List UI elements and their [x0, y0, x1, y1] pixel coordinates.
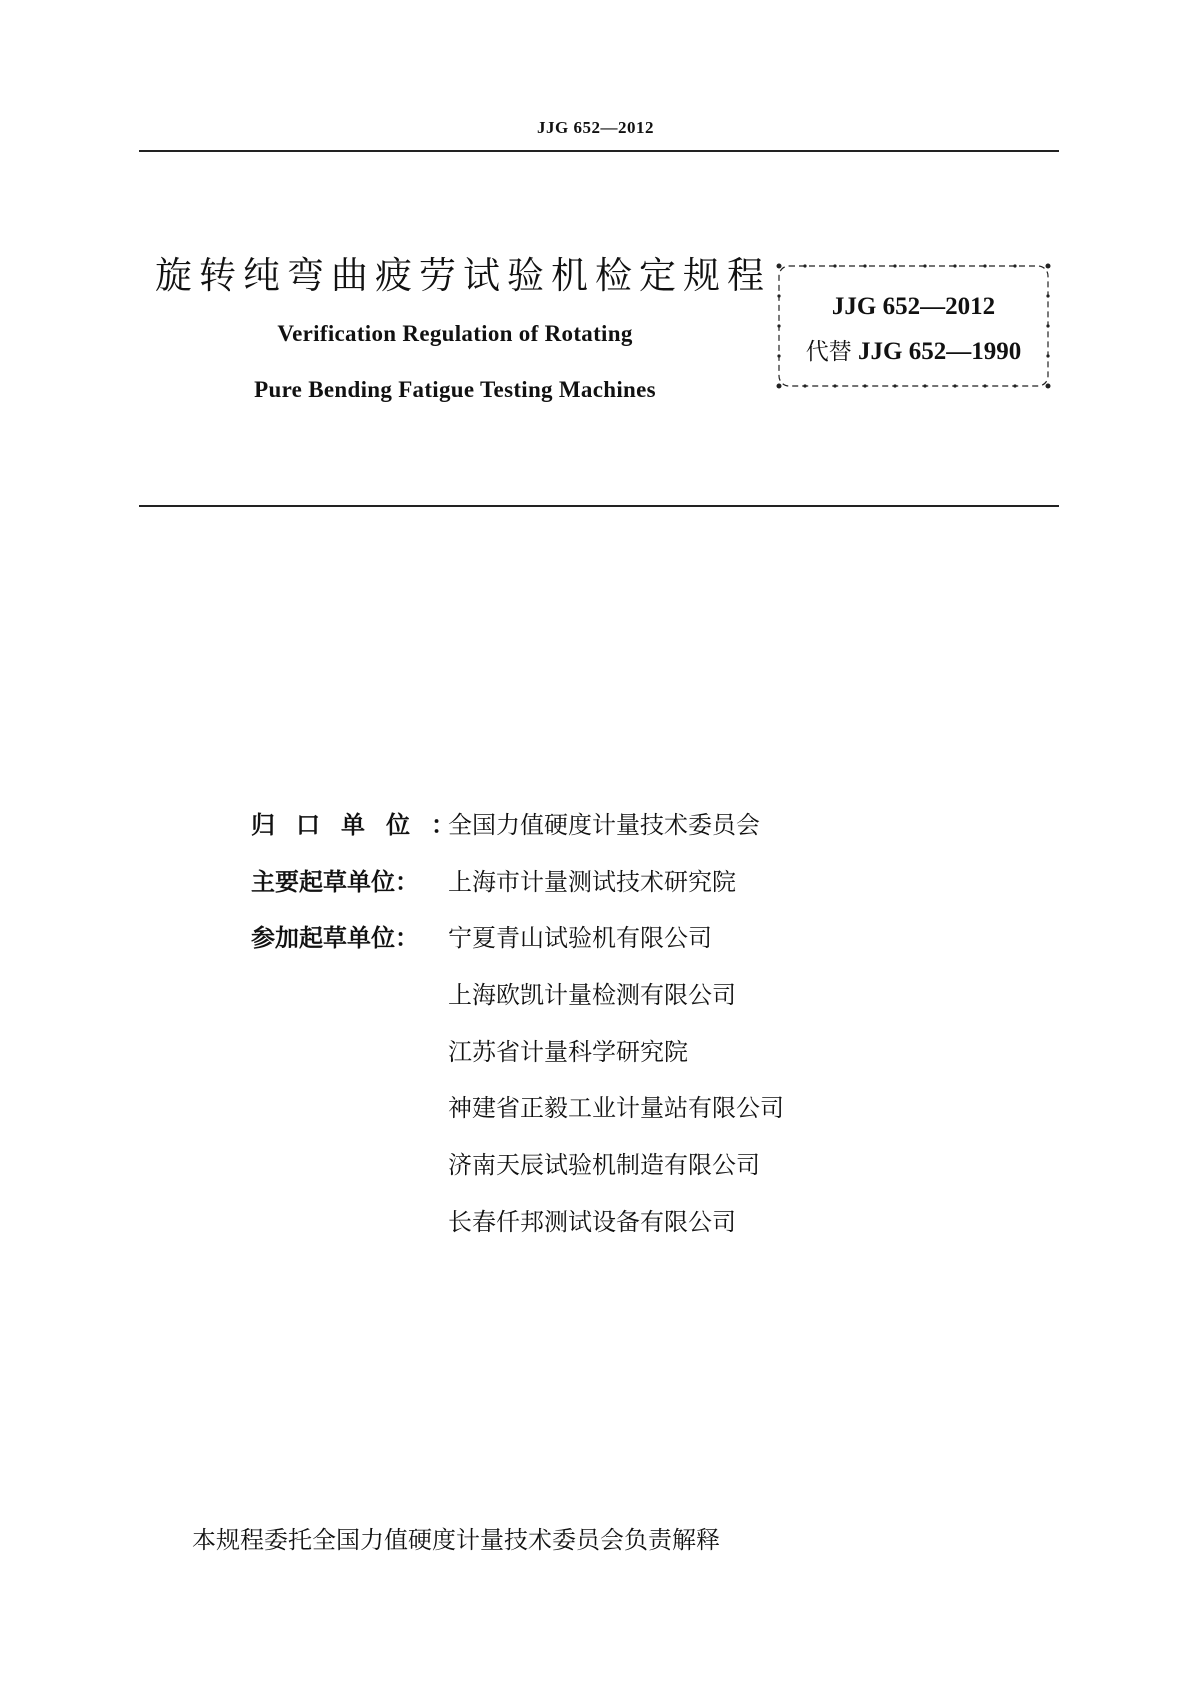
replaces-line: [775, 333, 1052, 366]
top-rule: [139, 150, 1059, 152]
co-drafter-item: 江苏省计量科学研究院: [448, 1038, 688, 1066]
title-english-line-2: Pure Bending Fatigue Testing Machines: [254, 377, 656, 402]
co-drafter-item: 宁夏青山试验机有限公司: [448, 924, 712, 952]
main-drafter-label: 主要起草单位：: [251, 868, 419, 896]
decorative-border-icon: [775, 262, 1052, 390]
interpretation-note: 本规程委托全国力值硬度计量技术委员会负责解释: [192, 1526, 720, 1554]
responsible-unit-label: 归口单位：: [251, 811, 476, 839]
standard-code: JJG 652—2012: [831, 293, 996, 320]
bottom-rule: [139, 505, 1059, 507]
main-drafter-value: 上海市计量测试技术研究院: [448, 868, 736, 896]
title-english-line-1: Verification Regulation of Rotating: [277, 321, 633, 346]
standard-number-frame: [775, 262, 1052, 390]
replaced-standard-code: JJG 652—1990: [858, 338, 1022, 365]
co-drafter-item: 神建省正毅工业计量站有限公司: [448, 1094, 784, 1122]
responsible-unit-value: 全国力值硬度计量技术委员会: [448, 811, 760, 839]
co-drafters-label: 参加起草单位：: [251, 924, 419, 952]
co-drafter-item: 济南天辰试验机制造有限公司: [448, 1151, 760, 1179]
running-head: JJG 652—2012: [537, 118, 654, 137]
title-chinese: 旋转纯弯曲疲劳试验机检定规程: [155, 254, 771, 297]
replaces-prefix: 代替: [805, 339, 852, 365]
co-drafter-item: 上海欧凯计量检测有限公司: [448, 981, 736, 1009]
co-drafter-item: 长春仟邦测试设备有限公司: [448, 1208, 736, 1236]
